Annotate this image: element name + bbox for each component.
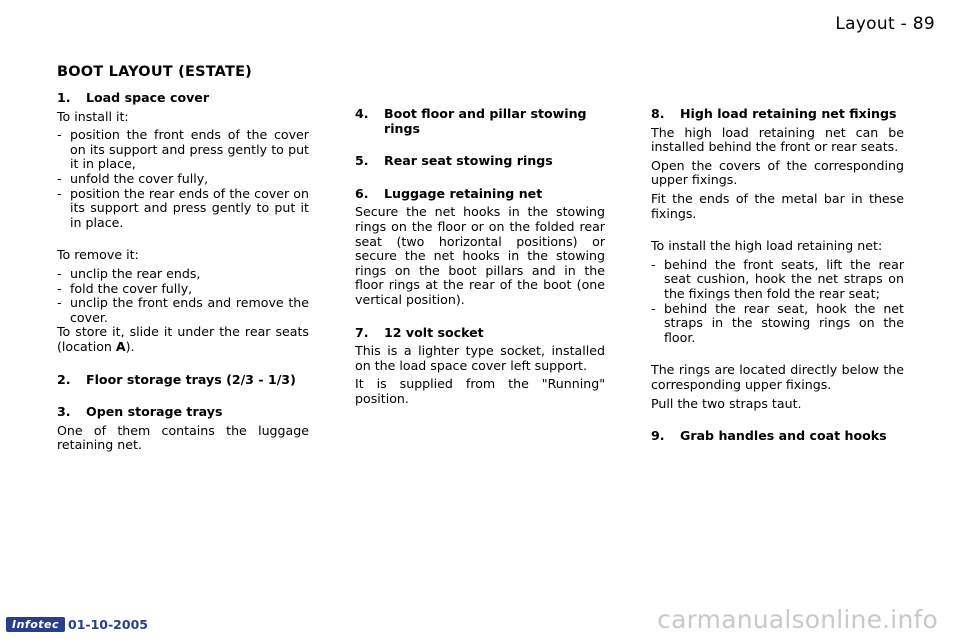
column-3 — [651, 107, 904, 444]
heading-number: 3. — [57, 404, 71, 420]
list-item: - fold the cover fully, — [57, 280, 193, 296]
heading-number: 7. — [355, 324, 369, 340]
heading-title: Open storage trays — [86, 404, 223, 420]
heading-title: Luggage retaining net — [384, 185, 543, 201]
heading-title: Load space cover — [86, 90, 210, 105]
socket-text-2: It is supplied from the "Running" position. — [355, 376, 605, 406]
heading-title: High load retaining net fixings — [680, 106, 897, 121]
heading-number: 9. — [651, 428, 665, 444]
heading-8 — [651, 107, 904, 122]
heading-number: 5. — [355, 153, 369, 169]
heading-2 — [57, 373, 309, 388]
list-item: - position the rear ends of the cover on its support and press gently to put it in place. — [57, 185, 309, 230]
paragraph: Fit the ends of the metal bar in these fixings. — [651, 190, 904, 221]
heading-title: Rear seat stowing rings — [384, 153, 553, 169]
location-ref: A — [115, 338, 126, 354]
heading-title: Boot floor and pillar stowing rings — [384, 106, 587, 136]
heading-4 — [355, 107, 605, 136]
store-text: To store it, slide it under the rear seats (location A). — [57, 324, 309, 354]
remove-steps — [57, 267, 309, 325]
install-intro: To install it: — [57, 108, 129, 124]
net-text: Secure the net hooks in the stowing rings on the floor or on the folded rear seat (two horizontal positions) or secure the net hooks in the stowing rings on the boot pillars and in the floor rings at the rear of the boot (one vertical position). — [355, 204, 605, 307]
list-item: - behind the front seats, lift the rear seat cushion, hook the net straps on the fixings then fold the rear seat; — [651, 256, 904, 301]
paragraph: The high load retaining net can be installed behind the front or rear seats. — [651, 124, 904, 155]
page-header: Layout - 89 — [835, 14, 935, 34]
socket-text-1: This is a lighter type socket, installed on the load space cover left support. — [355, 343, 605, 373]
heading-6 — [355, 187, 605, 202]
heading-5 — [355, 154, 605, 169]
install-net-intro: To install the high load retaining net: — [651, 238, 883, 254]
footer — [6, 617, 148, 632]
heading-7 — [355, 326, 605, 341]
heading-number: 6. — [355, 185, 369, 201]
paragraph: Open the covers of the corresponding upper fixings. — [651, 157, 904, 188]
heading-number: 8. — [651, 106, 665, 121]
storage-tray-text: One of them contains the luggage retaining net. — [57, 422, 309, 453]
heading-title: Grab handles and coat hooks — [680, 428, 887, 444]
list-item: - unclip the front ends and remove the cover. — [57, 295, 309, 325]
heading-number: 2. — [57, 371, 71, 387]
remove-intro: To remove it: — [57, 247, 139, 263]
infotec-logo: Infotec — [6, 617, 65, 632]
column-1 — [57, 91, 309, 453]
heading-title: Floor storage trays (2/3 - 1/3) — [86, 371, 296, 387]
heading-number: 4. — [355, 106, 369, 121]
heading-title: 12 volt socket — [384, 324, 484, 340]
list-item: - behind the rear seat, hook the net straps in the stowing rings on the floor. — [651, 300, 904, 345]
install-net-steps — [651, 258, 904, 346]
heading-number: 1. — [57, 90, 71, 105]
section-title: BOOT LAYOUT (ESTATE) — [57, 64, 252, 80]
heading-9 — [651, 429, 904, 444]
footer-date: 01-10-2005 — [68, 617, 148, 632]
list-item: - unclip the rear ends, — [57, 265, 201, 281]
heading-1 — [57, 91, 309, 106]
paragraph: The rings are located directly below the corresponding upper fixings. — [651, 362, 904, 392]
list-item: - unfold the cover fully, — [57, 170, 209, 186]
list-item: - position the front ends of the cover on its support and press gently to put it in place, — [57, 127, 309, 172]
heading-3 — [57, 405, 309, 420]
column-2 — [355, 107, 605, 407]
watermark: carmanualsonline.info — [657, 605, 938, 634]
paragraph: Pull the two straps taut. — [651, 395, 802, 411]
install-steps — [57, 128, 309, 230]
